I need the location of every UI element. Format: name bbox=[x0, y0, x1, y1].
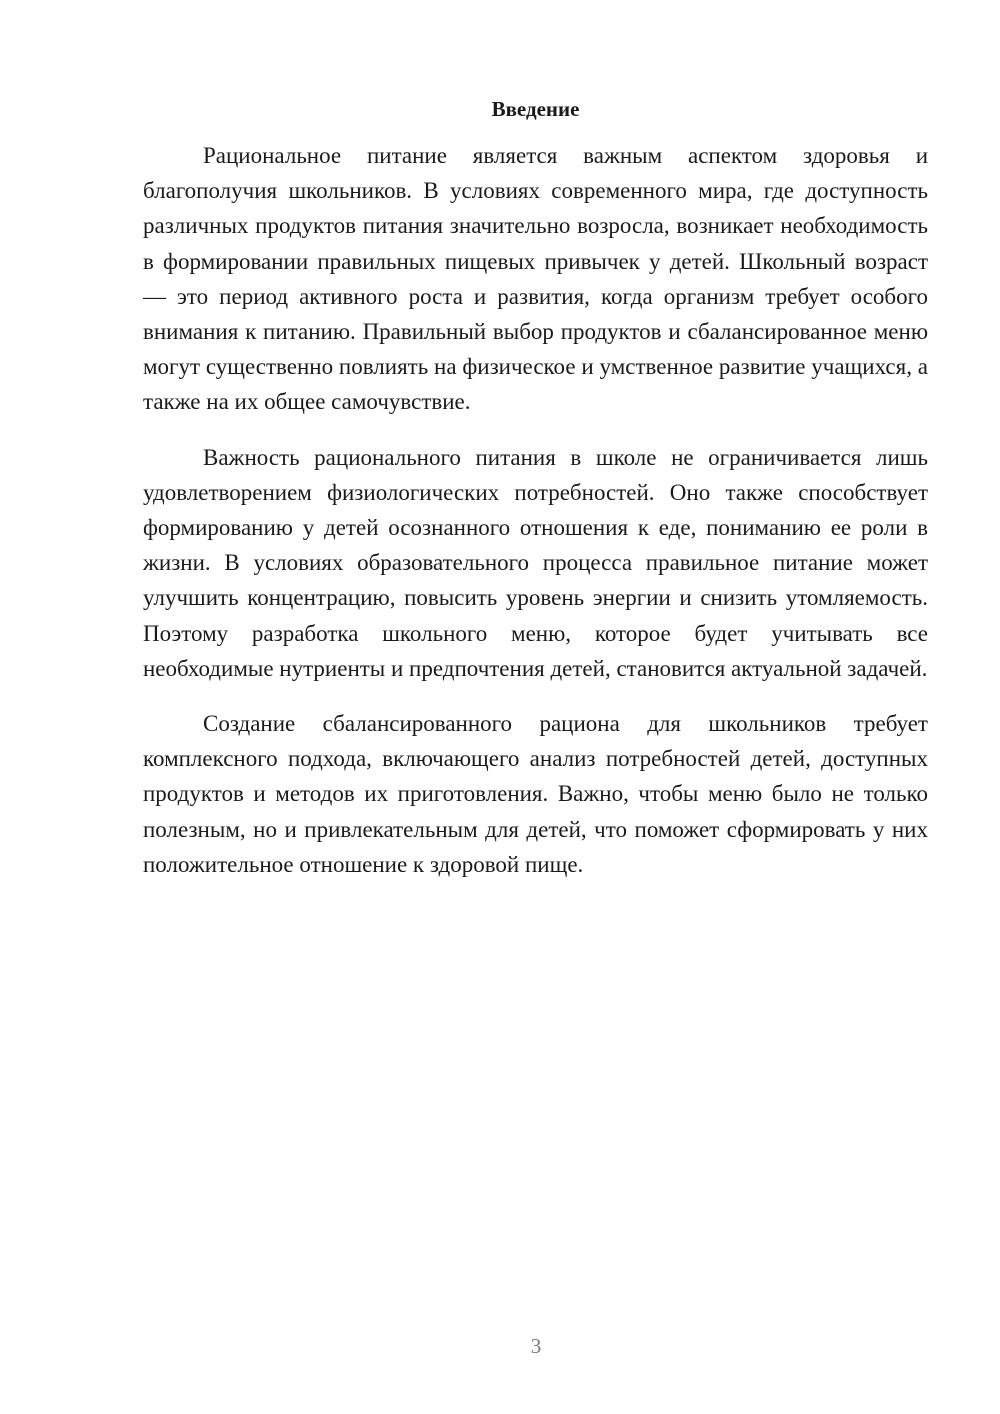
paragraph-1: Рациональное питание является важным аспектом здоровья и благополучия школьников. В условиях современного мира, где доступность различных продуктов питания значительно возросла, возникает необходимость в формировании правильных пищевых привычек у детей. Школьный возраст — это период активного роста и развития, когда организм требует особого внимания к питанию. Правильный выбор продуктов и сбалансированное меню могут существенно повлиять на физическое и умственное развитие учащихся, а также на их общее самочувствие. bbox=[143, 143, 928, 415]
page-content bbox=[143, 92, 928, 902]
page-number: 3 bbox=[530, 1334, 542, 1358]
paragraph-2: Важность рационального питания в школе не ограничивается лишь удовлетворением физиологических потребностей. Оно также способствует формированию у детей осознанного отношения к еде, пониманию ее роли в жизни. В условиях образовательного процесса правильное питание может улучшить концентрацию, повысить уровень энергии и снизить утомляемость. Поэтому разработка школьного меню, которое будет учитывать все необходимые нутриенты и предпочтения детей, становится актуальной задачей. bbox=[143, 444, 928, 681]
paragraph-3: Создание сбалансированного рациона для школьников требует комплексного подхода, включающего анализ потребностей детей, доступных продуктов и методов их приготовления. Важно, чтобы меню было не только полезным, но и привлекательным для детей, что поможет сформировать у них положительное отношение к здоровой пище. bbox=[143, 711, 928, 877]
section-heading: Введение bbox=[491, 97, 580, 121]
